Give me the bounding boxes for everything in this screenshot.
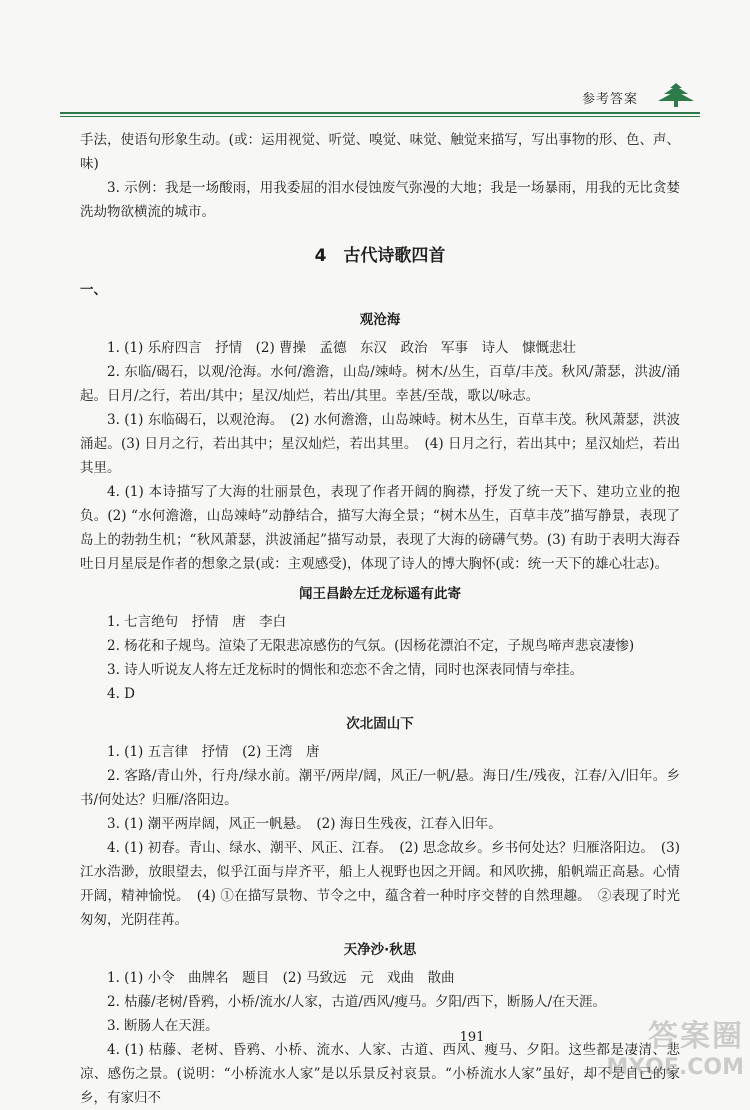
pine-logo-icon [652,80,700,110]
poem-title: 天净沙·秋思 [343,942,417,958]
answer-item: 2. 客路/青山外，行舟/绿水前。潮平/两岸/阔，风正/一帆/悬。海日/生/残夜，江春/入/旧年。乡书/何处达？归雁/洛阳边。 [80,768,680,808]
watermark [606,1011,744,1080]
text-line: 3. 示例：我是一场酸雨，用我委屈的泪水侵蚀废气弥漫的大地；我是一场暴雨，用我的无比贪婪洗劫物欲横流的城市。 [80,180,680,220]
section-marker: 一、 [80,282,107,298]
chapter-title: 4 古代诗歌四首 [314,246,446,266]
header-rule-thin [60,116,700,117]
answer-item: 4. (1) 初春。青山、绿水、潮平、风正、江春。 (2) 思念故乡。乡书何处达？归雁洛阳边。 (3) 江水浩渺，放眼望去，似乎江面与岸齐平，船上人视野也因之开阔。和风吹拂，船帆端正高悬。心情开阔，精神愉悦。 (4) ①在描写景物、节令之中，蕴含着一种时序交替的自然理趣。 ②表现了时光匆匆，光阴荏苒。 [80,840,680,928]
poem-title: 观沧海 [359,312,401,328]
watermark-en: MXQE.COM [606,1055,744,1080]
answer-item: 4. (1) 本诗描写了大海的壮丽景色，表现了作者开阔的胸襟，抒发了统一天下、建功立业的抱负。(2) “水何澹澹，山岛竦峙”动静结合，描写大海全景；“树木丛生，百草丰茂”描写静景，表现了岛上的勃勃生机；“秋风萧瑟，洪波涌起”描写动景，表现了大海的磅礴气势。(3) 有助于表明大海吞吐日月星辰是作者的想象之景(或：主观感受)，体现了诗人的博大胸怀(或：统一天下的雄心壮志)。 [80,484,680,572]
answer-item: 2. 枯藤/老树/昏鸦，小桥/流水/人家，古道/西风/瘦马。夕阳/西下，断肠人/在天涯。 [107,994,607,1010]
text-line: 手法，使语句形象生动。(或：运用视觉、听觉、嗅觉、味觉、触觉来描写，写出事物的形、色、声、味) [80,132,680,172]
poem-title: 闻王昌龄左迁龙标遥有此寄 [299,586,461,602]
page-number: 191 [459,1030,485,1045]
poem-title: 次北固山下 [346,716,414,732]
answer-content [80,128,680,1110]
answer-item: 3. (1) 东临碣石，以观沧海。 (2) 水何澹澹，山岛竦峙。树木丛生，百草丰茂。秋风萧瑟，洪波涌起。(3) 日月之行，若出其中；星汉灿烂，若出其里。 (4) 日月之行，若出其中；星汉灿烂，若出其里。 [80,412,680,476]
answer-item: 1. 七言绝句 抒情 唐 李白 [107,614,287,630]
answer-item: 1. (1) 乐府四言 抒情 (2) 曹操 孟德 东汉 政治 军事 诗人 慷慨悲壮 [107,340,576,356]
answer-item: 3. 断肠人在天涯。 [107,1018,219,1034]
answer-item: 2. 杨花和子规鸟。渲染了无限悲凉感伤的气氛。(因杨花漂泊不定，子规鸟啼声悲哀凄惨) [107,638,635,654]
answer-item: 3. 诗人听说友人将左迁龙标时的惆怅和恋恋不舍之情，同时也深表同情与牵挂。 [107,662,584,678]
answer-item: 1. (1) 小令 曲牌名 题目 (2) 马致远 元 戏曲 散曲 [107,970,455,986]
header-rule [60,112,700,114]
answer-item: 4. D [107,686,135,702]
watermark-cn: 答案圈 [648,1019,744,1054]
header-label: 参考答案 [581,92,638,107]
answer-item: 2. 东临/碣石，以观/沧海。水何/澹澹，山岛/竦峙。树木/丛生，百草/丰茂。秋风/萧瑟，洪波/涌起。日月/之行，若出/其中；星汉/灿烂，若出/其里。幸甚/至哉，歌以/咏志。 [80,364,680,404]
answer-item: 4. (1) 枯藤、老树、昏鸦、小桥、流水、人家、古道、西风、瘦马、夕阳。这些都是凄清、悲凉、感伤之景。(说明：“小桥流水人家”是以乐景反衬哀景。“小桥流水人家”虽好，却不是自己的家乡，有家归不 [80,1042,680,1106]
answer-item: 1. (1) 五言律 抒情 (2) 王湾 唐 [107,744,320,760]
page-header [60,80,700,110]
answer-item: 3. (1) 潮平两岸阔，风正一帆悬。 (2) 海日生残夜，江春入旧年。 [107,816,502,832]
